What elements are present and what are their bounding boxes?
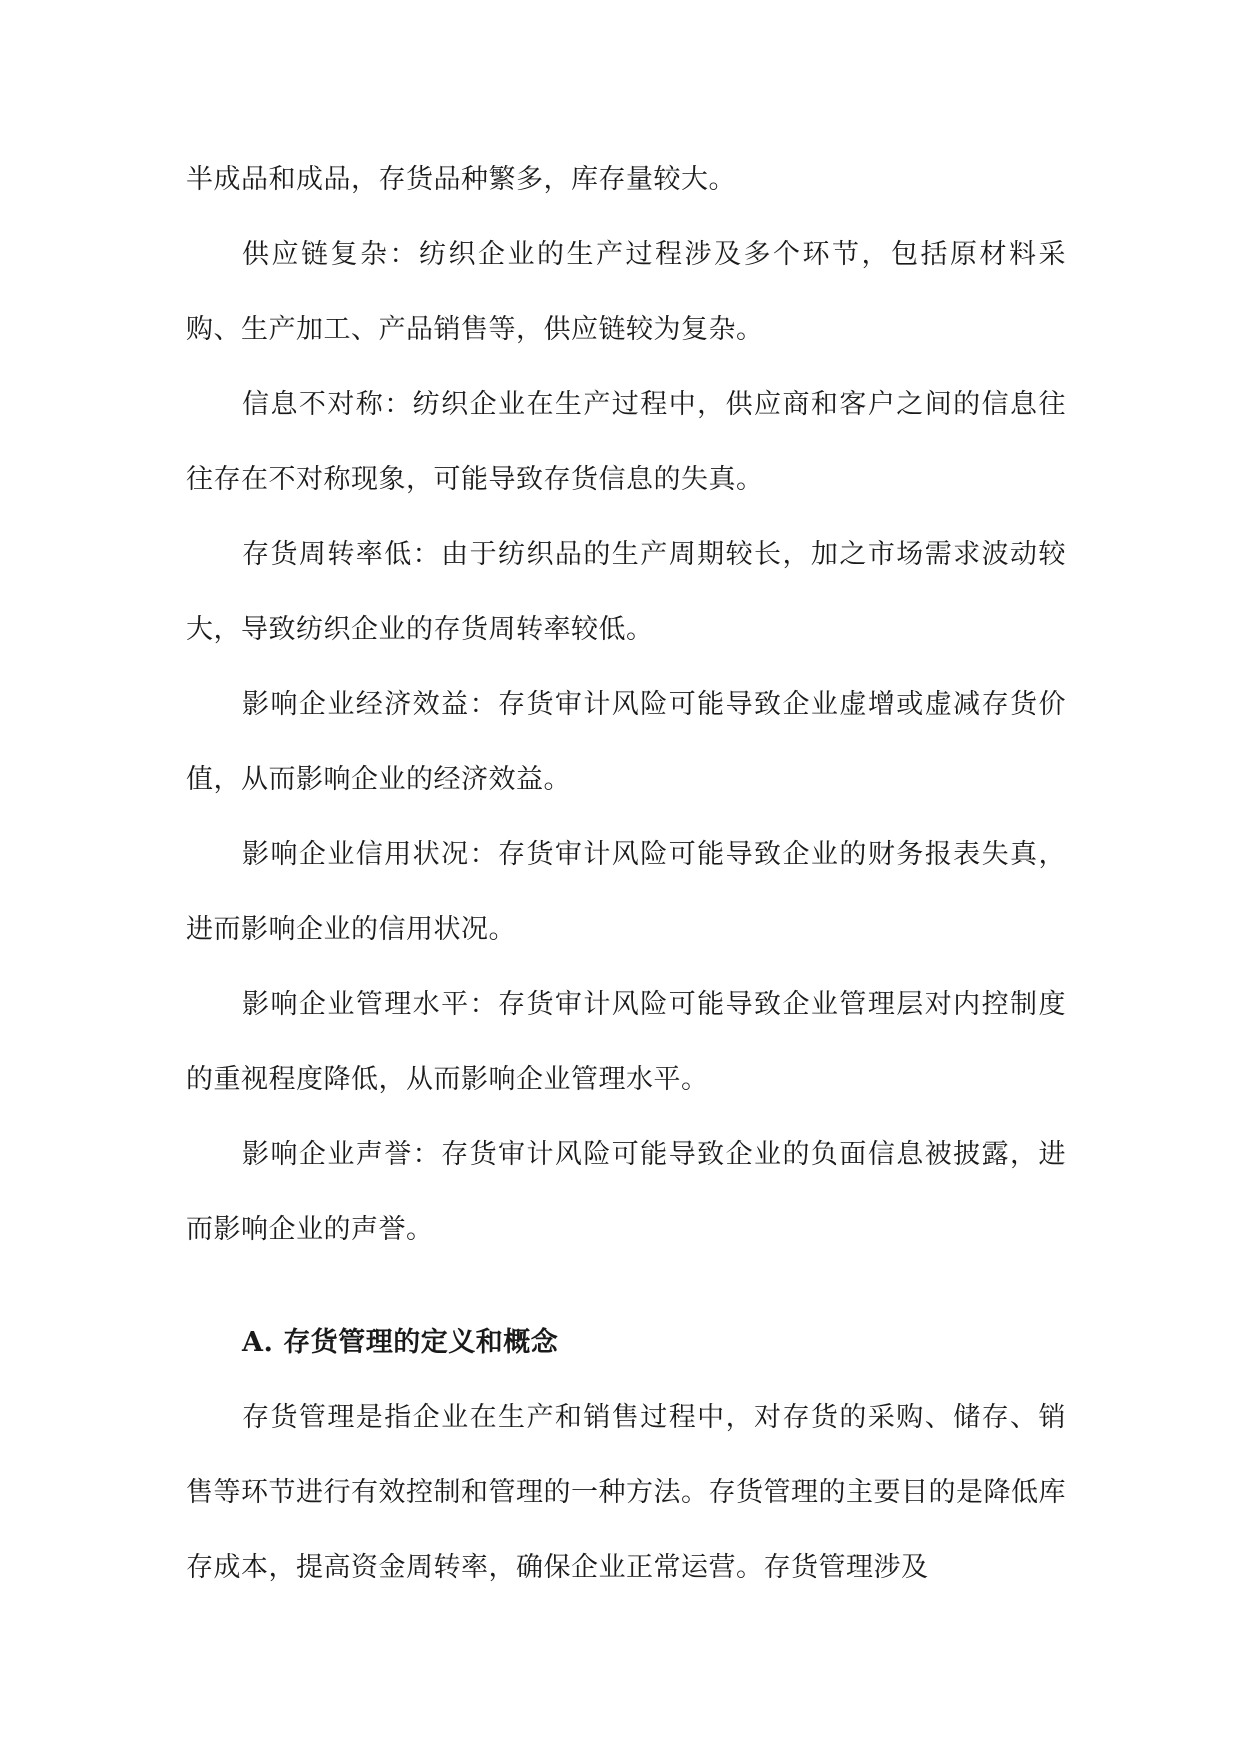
paragraph-economic-benefit: 影响企业经济效益：存货审计风险可能导致企业虚增或虚减存货价值，从而影响企业的经济效益。 [186,689,1066,795]
paragraph-inventory-turnover: 存货周转率低：由于纺织品的生产周期较长，加之市场需求波动较大，导致纺织企业的存货周转率较低。 [186,539,1066,645]
document-body [186,142,1066,1605]
section-heading: A. 存货管理的定义和概念 [242,1327,559,1358]
paragraph-management-level: 影响企业管理水平：存货审计风险可能导致企业管理层对内控制度的重视程度降低，从而影响企业管理水平。 [186,989,1066,1095]
paragraph-credit-status: 影响企业信用状况：存货审计风险可能导致企业的财务报表失真，进而影响企业的信用状况。 [186,839,1066,945]
paragraph-continuation: 半成品和成品，存货品种繁多，库存量较大。 [186,164,736,195]
paragraph-information-asymmetry: 信息不对称：纺织企业在生产过程中，供应商和客户之间的信息往往存在不对称现象，可能导致存货信息的失真。 [186,389,1066,495]
paragraph-inventory-management-definition: 存货管理是指企业在生产和销售过程中，对存货的采购、储存、销售等环节进行有效控制和管理的一种方法。存货管理的主要目的是降低库存成本，提高资金周转率，确保企业正常运营。存货管理涉及 [186,1402,1066,1583]
paragraph-supply-chain: 供应链复杂：纺织企业的生产过程涉及多个环节，包括原材料采购、生产加工、产品销售等，供应链较为复杂。 [186,239,1066,345]
paragraph-reputation: 影响企业声誉：存货审计风险可能导致企业的负面信息被披露，进而影响企业的声誉。 [186,1139,1066,1245]
